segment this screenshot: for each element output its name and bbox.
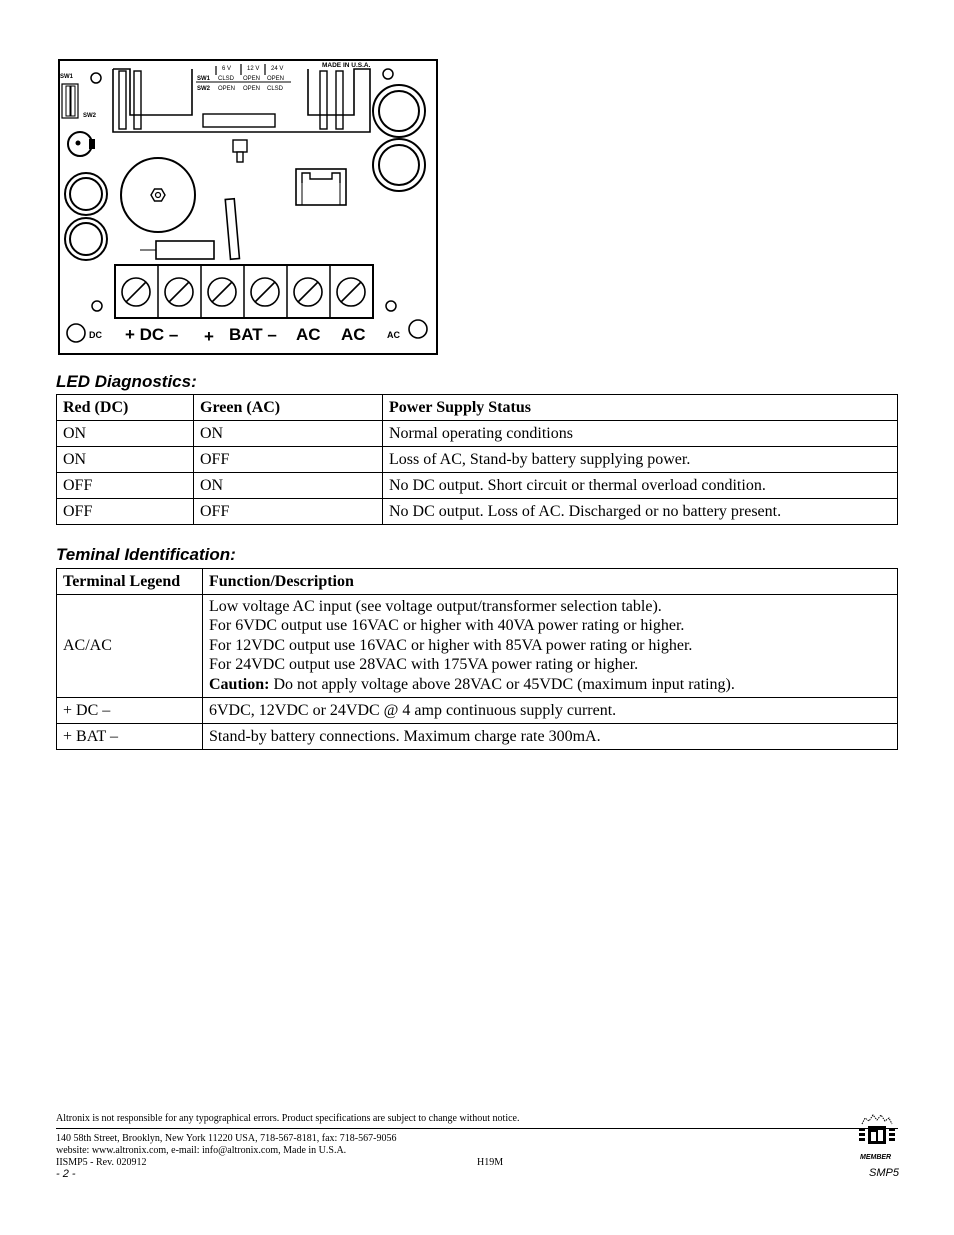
table-cell-description bbox=[203, 595, 898, 698]
caution-text: Do not apply voltage above 28VAC or 45VDC (maximum input rating). bbox=[269, 675, 735, 693]
table-row bbox=[57, 499, 898, 525]
table-cell-legend: + BAT – bbox=[57, 724, 203, 750]
page-number: - 2 - bbox=[56, 1168, 76, 1180]
column-header: Green (AC) bbox=[194, 395, 383, 421]
column-header: Terminal Legend bbox=[57, 569, 203, 595]
address-text: 140 58th Street, Brooklyn, New York 11220 USA, 718-567-8181, fax: 718-567-9056 bbox=[56, 1133, 397, 1144]
sw2-label: SW2 bbox=[83, 113, 97, 119]
table-cell: ON bbox=[194, 473, 383, 499]
table-row bbox=[57, 447, 898, 473]
table-cell-legend: AC/AC bbox=[57, 595, 203, 698]
regulator-ic bbox=[203, 114, 275, 127]
table-cell: No DC output. Loss of AC. Discharged or no battery present. bbox=[383, 499, 898, 525]
ac-terminal-legend-1: AC bbox=[296, 325, 321, 344]
made-in-label: MADE IN U.S.A. bbox=[322, 62, 371, 69]
table-cell: ON bbox=[194, 421, 383, 447]
switch-header-12v: 12 V bbox=[247, 66, 260, 72]
description-line: For 24VDC output use 28VAC with 175VA power rating or higher. bbox=[209, 656, 639, 674]
table-cell: OFF bbox=[194, 447, 383, 473]
table-cell-description: Stand-by battery connections. Maximum charge rate 300mA. bbox=[203, 724, 898, 750]
switch-cell: OPEN bbox=[218, 86, 236, 92]
switch-cell: OPEN bbox=[243, 86, 261, 92]
switch-cell: OPEN bbox=[267, 76, 285, 82]
caution-line bbox=[209, 675, 891, 694]
footer-divider bbox=[56, 1128, 898, 1129]
power-supply-board-diagram bbox=[58, 59, 438, 355]
battery-connector bbox=[296, 169, 346, 205]
table-cell: No DC output. Short circuit or thermal overload condition. bbox=[383, 473, 898, 499]
table-cell-description: 6VDC, 12VDC or 24VDC @ 4 amp continuous supply current. bbox=[203, 698, 898, 724]
logo-member-text: MEMBER bbox=[860, 1154, 892, 1161]
table-row bbox=[57, 698, 898, 724]
contact-text: website: www.altronix.com, e-mail: info@altronix.com, Made in U.S.A. bbox=[56, 1145, 347, 1156]
table-cell: OFF bbox=[57, 473, 194, 499]
table-row bbox=[57, 473, 898, 499]
table-cell-legend: + DC – bbox=[57, 698, 203, 724]
column-header: Red (DC) bbox=[57, 395, 194, 421]
table-cell: OFF bbox=[194, 499, 383, 525]
switch-header-24v: 24 V bbox=[271, 66, 284, 72]
column-header: Power Supply Status bbox=[383, 395, 898, 421]
document-id: IISMP5 - Rev. 020912 bbox=[56, 1157, 147, 1168]
terminal-identification-title: Teminal Identification: bbox=[56, 545, 236, 564]
bat-terminal-legend: BAT – bbox=[229, 325, 277, 344]
table-cell: OFF bbox=[57, 499, 194, 525]
ac-terminal-legend-2: AC bbox=[341, 325, 366, 344]
table-row bbox=[57, 595, 898, 698]
dc-led bbox=[67, 324, 85, 342]
table-row bbox=[57, 421, 898, 447]
switch-header-6v: 6 V bbox=[222, 66, 232, 72]
dc-led-label: DC bbox=[89, 330, 102, 340]
fuse bbox=[156, 241, 214, 259]
ac-led bbox=[409, 320, 427, 338]
disclaimer-text: Altronix is not responsible for any typographical errors. Product specifications are subject to change without notice. bbox=[56, 1113, 520, 1124]
switch-cell: OPEN bbox=[243, 76, 261, 82]
table-header-row bbox=[57, 569, 898, 595]
switch-cell: CLSD bbox=[218, 76, 235, 82]
member-logo-icon bbox=[856, 1112, 898, 1152]
description-line: For 12VDC output use 16VAC or higher with 85VA power rating or higher. bbox=[209, 636, 693, 654]
switch-row-label: SW2 bbox=[197, 86, 211, 92]
switch-row-label: SW1 bbox=[197, 76, 211, 82]
table-row bbox=[57, 724, 898, 750]
led-diagnostics-table bbox=[56, 394, 898, 525]
caution-label: Caution: bbox=[209, 675, 270, 693]
led-diagnostics-title: LED Diagnostics: bbox=[56, 372, 197, 391]
sw1-label: SW1 bbox=[60, 74, 74, 80]
column-header: Function/Description bbox=[203, 569, 898, 595]
ac-led-label: AC bbox=[387, 330, 400, 340]
description-line: For 6VDC output use 16VAC or higher with 40VA power rating or higher. bbox=[209, 617, 685, 635]
table-header-row bbox=[57, 395, 898, 421]
switch-cell: CLSD bbox=[267, 86, 284, 92]
terminal-identification-table bbox=[56, 568, 898, 750]
table-cell: Loss of AC, Stand-by battery supplying power. bbox=[383, 447, 898, 473]
table-cell: ON bbox=[57, 447, 194, 473]
description-line: Low voltage AC input (see voltage output/transformer selection table). bbox=[209, 598, 662, 615]
table-cell: Normal operating conditions bbox=[383, 421, 898, 447]
dc-terminal-legend: + DC – bbox=[125, 325, 179, 344]
document-code: H19M bbox=[477, 1157, 504, 1168]
bat-plus-legend: + bbox=[204, 327, 214, 346]
table-cell: ON bbox=[57, 421, 194, 447]
model-number: SMP5 bbox=[869, 1167, 899, 1179]
